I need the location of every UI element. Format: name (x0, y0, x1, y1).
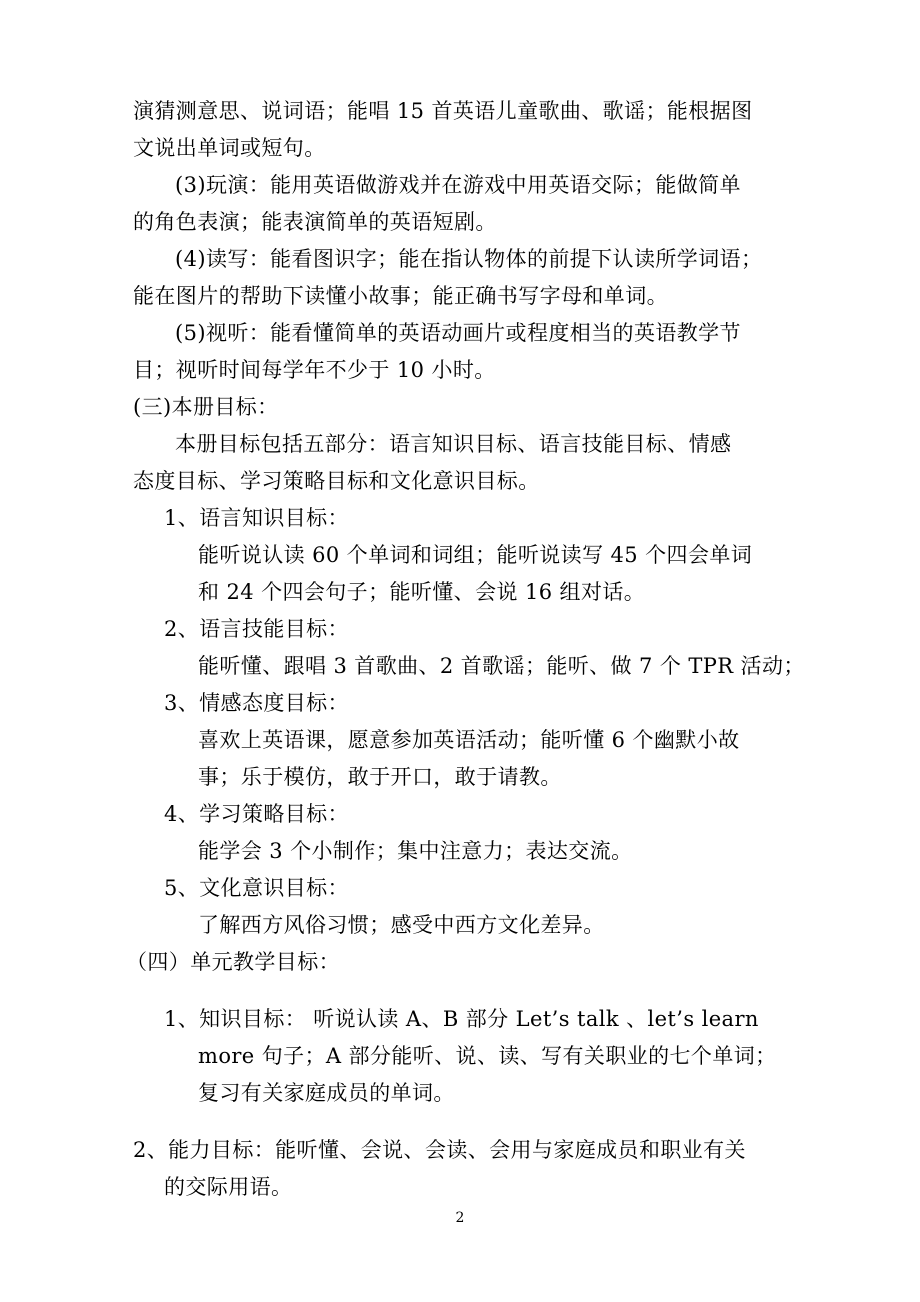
text-line: 态度目标、学习策略目标和文化意识目标。 (133, 469, 540, 493)
text-line: 复习有关家庭成员的单词。 (198, 1081, 455, 1105)
subheading: 5、文化意识目标： (164, 876, 349, 900)
text-line: (5)视听：能看懂简单的英语动画片或程度相当的英语教学节 (175, 321, 741, 345)
subheading: 4、学习策略目标： (164, 802, 349, 826)
text-line: (4)读写：能看图识字；能在指认物体的前提下认读所学词语； (175, 247, 763, 271)
page-number: 2 (455, 1210, 465, 1226)
text-line: (3)玩演：能用英语做游戏并在游戏中用英语交际；能做简单 (175, 173, 741, 197)
subheading: 1、知识目标： 听说认读 A、B 部分 Let’s talk 、let’s learn (164, 1007, 759, 1031)
text-line: 本册目标包括五部分：语言知识目标、语言技能目标、情感 (175, 432, 732, 456)
section-heading: （四）单元教学目标： (126, 950, 340, 974)
text-line: 目；视听时间每学年不少于 10 小时。 (133, 358, 496, 382)
text-line: 的角色表演；能表演简单的英语短剧。 (133, 210, 497, 234)
subheading: 1、语言知识目标： (164, 506, 349, 530)
subheading: 2、语言技能目标： (164, 617, 349, 641)
section-heading: (三)本册目标： (133, 395, 279, 419)
text-line: 能学会 3 个小制作；集中注意力；表达交流。 (198, 839, 633, 863)
text-line: 了解西方风俗习惯；感受中西方文化差异。 (198, 913, 605, 937)
text-line: 能在图片的帮助下读懂小故事；能正确书写字母和单词。 (133, 284, 668, 308)
text-line: 喜欢上英语课，愿意参加英语活动；能听懂 6 个幽默小故 (198, 728, 740, 752)
text-line: 事；乐于模仿，敢于开口，敢于请教。 (198, 765, 562, 789)
text-line: more 句子；A 部分能听、说、读、写有关职业的七个单词； (198, 1044, 777, 1068)
text-line: 和 24 个四会句子；能听懂、会说 16 组对话。 (198, 580, 646, 604)
text-line: 文说出单词或短句。 (133, 136, 326, 160)
subheading: 3、情感态度目标： (164, 691, 349, 715)
text-line: 能听说认读 60 个单词和词组；能听说读写 45 个四会单词 (198, 543, 753, 567)
text-line: 的交际用语。 (164, 1175, 293, 1199)
text-line: 演猜测意思、说词语；能唱 15 首英语儿童歌曲、歌谣；能根据图 (133, 99, 753, 123)
text-line: 能听懂、跟唱 3 首歌曲、2 首歌谣；能听、做 7 个 TPR 活动； (198, 654, 805, 678)
subheading: 2、能力目标：能听懂、会说、会读、会用与家庭成员和职业有关 (133, 1138, 746, 1162)
